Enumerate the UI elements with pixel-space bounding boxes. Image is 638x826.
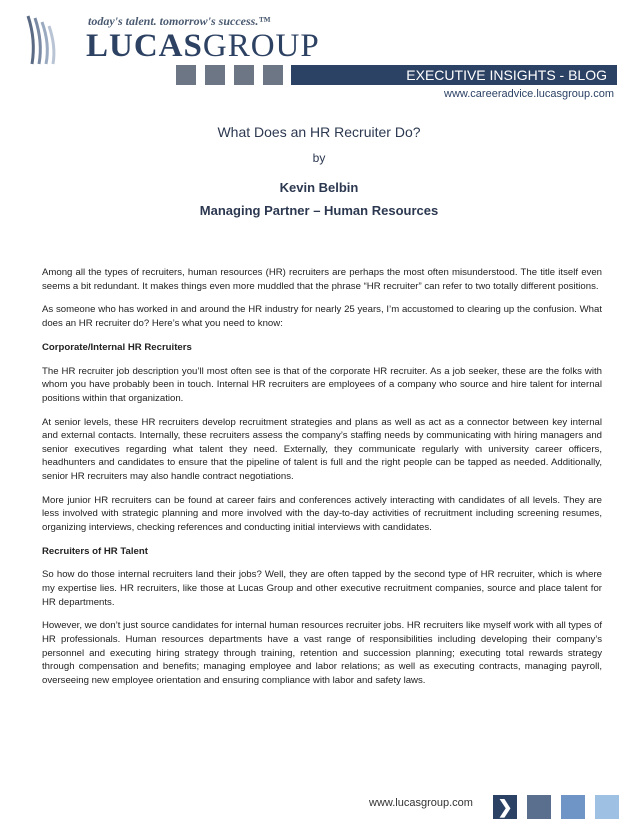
body-paragraph: More junior HR recruiters can be found at career fairs and conferences actively interacting with candidates of all levels. They are less involved with strategic planning and more involved with the day-to-day activities of recruitment including screening resumes, organizing interviews, checking references and conducting initial interviews with candidates. <box>42 494 602 533</box>
article-body <box>42 266 602 698</box>
footer-decor-square <box>595 795 619 819</box>
body-paragraph: However, we don’t just source candidates for internal human resources recruiter jobs. HR recruiters like myself work with all types of HR professionals. Human resources departments have a vast range of responsibilities including developing their company’s personnel and executing hiring strategy through training, retention and succession planning; executing total rewards strategy through compensation and benefits; managing employee and labor relations; as well as executing contracts, managing payroll, overseeing new employee orientation and ensuring compliance with labor and safety laws. <box>42 620 602 686</box>
footer-site-link[interactable]: www.lucasgroup.com <box>369 797 473 809</box>
article-title: What Does an HR Recruiter Do? <box>217 124 421 140</box>
decor-square <box>234 65 254 85</box>
article-byline: by <box>312 151 326 165</box>
logo-tagline: today's talent. tomorrow's success.™ <box>88 14 271 28</box>
logo-mark-icon <box>22 12 66 66</box>
article-author-role: Managing Partner – Human Resources <box>199 203 439 218</box>
logo-wordmark-lucas: LUCAS <box>86 28 203 64</box>
footer-decor-square <box>527 795 551 819</box>
decor-square <box>176 65 196 85</box>
section-heading: Corporate/Internal HR Recruiters <box>42 341 192 353</box>
company-logo <box>22 6 320 66</box>
section-banner: EXECUTIVE INSIGHTS - BLOG <box>291 65 617 85</box>
next-page-button[interactable] <box>493 795 517 819</box>
article-author: Kevin Belbin <box>279 180 359 195</box>
header-site-link[interactable]: www.careeradvice.lucasgroup.com <box>444 88 614 100</box>
chevron-right-icon: ❯ <box>497 797 513 817</box>
body-paragraph: The HR recruiter job description you’ll most often see is that of the corporate HR recruiter. As a job seeker, these are the folks with whom you have probably been in touch. Internal HR recruiters are employees of a company who source and hire talent for internal positions within that organization. <box>42 365 602 404</box>
footer-decor-square <box>561 795 585 819</box>
body-paragraph: Among all the types of recruiters, human resources (HR) recruiters are perhaps the most often misunderstood. The title itself even seems a bit redundant. It makes things even more muddled that the phrase “HR recruiter” can refer to two totally different positions. <box>42 267 602 292</box>
body-paragraph: So how do those internal recruiters land their jobs? Well, they are often tapped by the second type of HR recruiter, which is where my expertise lies. HR recruiters, like those at Lucas Group and other executive recruitment companies, source and place talent for HR departments. <box>42 569 602 608</box>
body-paragraph: As someone who has worked in and around the HR industry for nearly 25 years, I’m accustomed to clearing up the confusion. What does an HR recruiter do? Here’s what you need to know: <box>42 304 602 329</box>
logo-wordmark-group: GROUP <box>202 28 320 64</box>
decor-square <box>263 65 283 85</box>
body-paragraph: At senior levels, these HR recruiters develop recruitment strategies and plans as well as act as a connector between key internal and external contacts. Internally, these recruiters assess the company’s staffing needs by communicating with hiring managers and senior executives regarding what talent they need. Externally, they communicate regularly with university career officers, headhunters and candidates to ensure that the pipeline of talent is full and the right people can be tapped as needed. Additionally, senior HR recruiters may also handle contract negotiations. <box>42 416 602 482</box>
decor-square <box>205 65 225 85</box>
logo-wordmark <box>86 28 320 64</box>
section-heading: Recruiters of HR Talent <box>42 545 148 557</box>
